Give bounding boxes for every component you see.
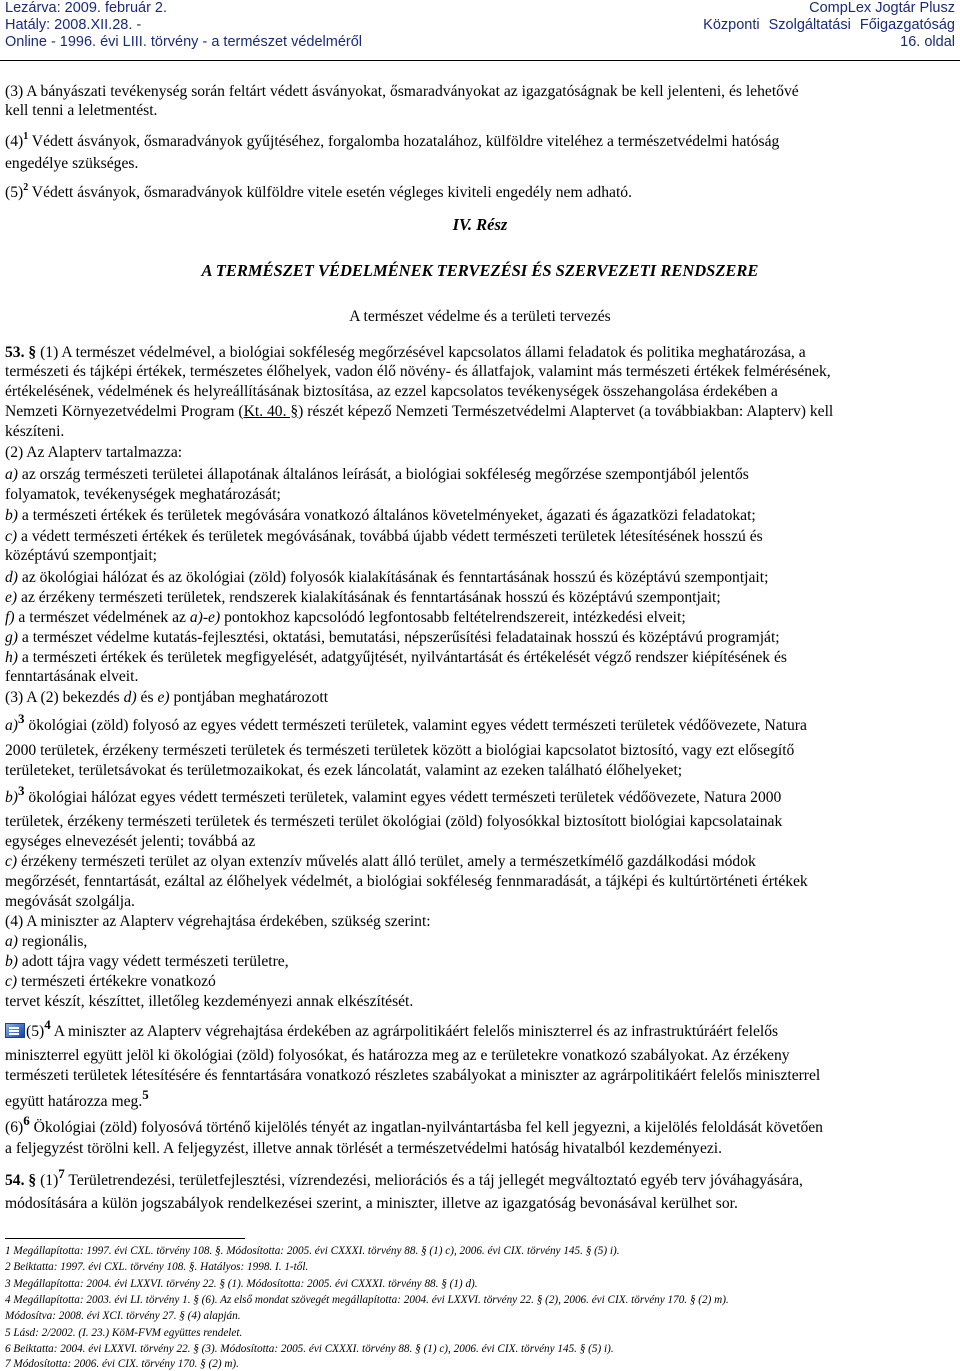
reference-link-kt-40[interactable]: Kt. 40. § xyxy=(243,403,299,420)
footnote-5: 5 Lásd: 2/2002. (I. 23.) KöM-FVM együttes rendelet. xyxy=(5,1327,243,1339)
footnote-3: 3 Megállapította: 2004. évi LXXVI. törvény 22. § (1). Módosította: 2005. évi CXXXI. törvény 88. § (1) d). xyxy=(5,1278,478,1290)
section-53-line-2: természeti és tájképi értékek, természetes élőhelyek, vadon élő növény- és állatfajok, valamint más természeti értékek felmérésének, xyxy=(5,363,831,380)
item-c3-line-2: megőrzését, fenntartását, ezáltal az élőhelyek védelmét, a biológiai sokféleség fennmaradását, a tájképi és kultúrtörténeti értékek xyxy=(5,873,808,890)
paragraph-5b-line-1: $(5)^4$ A miniszter az Alapterv végrehajtása érdekében az agrárpolitikáért felelős miniszterrel és az infrastruktúráért felelős xyxy=(5,1022,955,1041)
part-title: IV. Rész xyxy=(452,215,508,234)
paragraph-4-line-2: engedélye szükséges. xyxy=(5,155,139,172)
item-a-line-1: a) az ország természeti területei állapotának általános leírását, a biológiai sokféleség megőrzése szempontjából jelentős xyxy=(5,466,749,483)
paragraph-3-line-1: (3) A bányászati tevékenység során feltárt védett ásványokat, ősmaradványokat az igazgatóságnak be kell jelenteni, és lehetővé xyxy=(5,83,799,100)
footnote-1: 1 Megállapította: 1997. évi CXL. törvény 108. §. Módosította: 2005. évi CXXXI. törvény 88. § (1) c), 2006. évi CIX. törvény 145. § (5) i). xyxy=(5,1245,620,1257)
part-heading: A TERMÉSZET VÉDELMÉNEK TERVEZÉSI ÉS SZERVEZETI RENDSZERE xyxy=(201,261,759,280)
footnote-6: 6 Beiktatta: 2004. évi LXXVI. törvény 22. § (3). Módosította: 2005. évi CXXXI. törvény 88. § (1) c), 2006. évi CIX. törvény 145. § (5) i). xyxy=(5,1343,614,1355)
paragraph-3-line-2: kell tenni a leletmentést. xyxy=(5,102,158,119)
header-agency: Központi Szolgáltatási Főigazgatóság xyxy=(703,17,955,33)
item-a3-line-1: a)$^3$ ökológiai (zöld) folyosó az egyes védett természeti területek, valamint egyes védett természeti területek védőövezete, Natura xyxy=(5,711,807,734)
item-c-line-1: c) a védett természeti értékek és területek megóvásának, továbbá újabb védett természeti területek létesítésének hosszú és xyxy=(5,528,763,545)
footnote-4-continued: Módosítva: 2008. évi XCI. törvény 27. § (4) alapján. xyxy=(5,1310,241,1322)
header-divider xyxy=(0,60,960,61)
item-a3-line-3: területeket, területsávokat és területmozaikokat, és ezek láncolatát, valamint az ezeken található élőhelyeket; xyxy=(5,762,683,779)
item-b3-line-3: egységes elnevezését jelenti; továbbá az xyxy=(5,833,256,850)
footnote-ref-3b[interactable]: 3 xyxy=(18,783,25,798)
sub-heading: A természet védelme és a területi tervezés xyxy=(349,308,611,325)
header-validity: Hatály: 2008.XII.28. - xyxy=(5,17,142,33)
section-53-line-4: Nemzeti Környezetvédelmi Program (Kt. 40. §) részét képező Nemzeti Természetvédelmi Alaptervet (a továbbiakban: Alapterv) kell xyxy=(5,403,834,420)
item-b4: b) adott tájra vagy védett természeti területre, xyxy=(5,953,289,970)
paragraph-6-line-1: $(6)^6$ Ökológiai (zöld) folyosóvá történő kijelölés tényét az ingatlan-nyilvántartásba fel kell jegyezni, a kijelölés feloldását követően xyxy=(5,1113,823,1136)
item-b-line-1: b) a természeti értékek és területek megóvására vonatkozó általános követelményeket, ágazati és ágazatközi feladatokat; xyxy=(5,507,756,524)
section-53-4-intro: (4) A miniszter az Alapterv végrehajtása érdekében, szükség szerint: xyxy=(5,913,431,930)
paragraph-6-line-2: a feljegyzést törölni kell. A feljegyzést, illetve annak törlését a természetvédelmi hatóság hivatalból kezdeményezi. xyxy=(5,1140,723,1157)
footnote-ref-5[interactable]: 5 xyxy=(142,1087,149,1102)
item-a3-line-2: 2000 területek, érzékeny természeti területek és természeti területek között a biológiai kapcsolatot biztosító, vagy ezt elősegítő xyxy=(5,742,795,759)
footnote-7: 7 Módosította: 2006. évi CIX. törvény 170. § (2) m). xyxy=(5,1358,239,1370)
item-c3-line-1: c) érzékeny természeti terület az olyan extenzív művelés alatt álló terület, amely a természetkímélő gazdálkodási módok xyxy=(5,853,756,870)
section-53-4-end: tervet készít, készíttet, illetőleg kezdeményezi annak elkészítését. xyxy=(5,993,414,1010)
section-54-line-1: 54. § $(1)^7$ Területrendezési, területfejlesztési, vízrendezési, meliorációs és a táj jellegét megváltoztató egyéb terv jóváhagyására, xyxy=(5,1166,803,1189)
header-product-name: CompLex Jogtár Plusz xyxy=(809,0,955,16)
page-header xyxy=(0,0,960,56)
paragraph-5-line-1: $(5)^2$ Védett ásványok, ősmaradványok külföldre vitele esetén végleges kiviteli engedély nem adható. xyxy=(5,182,632,201)
footnote-2: 2 Beiktatta: 1997. évi CXL. törvény 108. §. Hatályos: 1998. I. 1-től. xyxy=(5,1261,309,1273)
footnote-ref-4[interactable]: 4 xyxy=(44,1017,51,1032)
paragraph-4-line-1: $(4)^1$ Védett ásványok, ősmaradványok gyűjtéséhez, forgalomba hozatalához, külföldre viteléhez a természetvédelmi hatóság xyxy=(5,131,780,150)
item-c-line-2: középtávú szempontjait; xyxy=(5,547,157,564)
paragraph-5b-line-4: együtt határozza meg.$^5$ xyxy=(5,1087,149,1110)
section-53-line-5: készíteni. xyxy=(5,423,65,440)
section-53-line-3: értékelésének, védelmének és helyreállításának biztosítása, az ezzel kapcsolatos tevékenységek összehangolása érdekében a xyxy=(5,383,778,400)
footnote-ref-7[interactable]: 7 xyxy=(58,1166,65,1181)
section-53-3-intro: (3) A (2) bekezdés d) és e) pontjában meghatározott xyxy=(5,689,329,706)
item-d-line-1: d) az ökológiai hálózat és az ökológiai (zöld) folyosók kialakításának és fenntartásának hosszú és középtávú szempontjait; xyxy=(5,569,769,586)
header-closed-date: Lezárva: 2009. február 2. xyxy=(5,0,168,16)
section-53-line-1: 53. § (1) A természet védelmével, a biológiai sokféleség megőrzésével kapcsolatos állami feladatok és politika meghatározása, a xyxy=(5,344,806,361)
document-link-icon[interactable] xyxy=(5,1023,25,1038)
footnote-4: 4 Megállapította: 2003. évi LI. törvény 1. § (6). Az első mondat szövegét megállapította: 2004. évi LXXVI. törvény 22. § (2), 2006. évi CIX. törvény 170. § (2) m). xyxy=(5,1294,729,1306)
item-c3-line-3: megóvását szolgálja. xyxy=(5,893,135,910)
item-g-line-1: g) a természet védelme kutatás-fejlesztési, oktatási, bemutatási, népszerűsítési feladatainak hosszú és középtávú programját; xyxy=(5,629,780,646)
header-page-number: 16. oldal xyxy=(900,34,955,50)
item-c4: c) természeti értékekre vonatkozó xyxy=(5,973,216,990)
footnote-ref-6[interactable]: 6 xyxy=(23,1113,30,1128)
item-h-line-2: fenntartásának elveit. xyxy=(5,668,139,685)
item-f-line-1: f) a természet védelmének az a)-e) pontokhoz kapcsolódó legfontosabb feltételrendszereit, intézkedési elveit; xyxy=(5,609,686,626)
paragraph-5b-line-2: miniszterrel együtt jelöl ki ökológiai (zöld) folyosókat, és határozza meg az e területekre vonatkozó szabályokat. Az érzékeny xyxy=(5,1047,790,1064)
header-law-title: Online - 1996. évi LIII. törvény - a természet védelméről xyxy=(5,34,363,50)
item-e-line-1: e) az érzékeny természeti területek, rendszerek kialakításának és fenntartásának hosszú és középtávú szempontjait; xyxy=(5,589,721,606)
item-a4: a) regionális, xyxy=(5,933,88,950)
footnote-divider xyxy=(5,1238,245,1239)
paragraph-5b-line-3: természeti területek létesítésére és fenntartására vonatkozó részletes szabályokat a miniszter az agrárpolitikáért felelős miniszterrel xyxy=(5,1067,821,1084)
item-a-line-2: folyamatok, tevékenységek meghatározását; xyxy=(5,486,281,503)
footnote-ref-1[interactable]: 1 xyxy=(23,131,29,142)
section-53-2-intro: (2) Az Alapterv tartalmazza: xyxy=(5,444,183,461)
footnote-ref-3[interactable]: 3 xyxy=(18,711,25,726)
footnote-ref-2[interactable]: 2 xyxy=(23,182,29,193)
item-b3-line-1: b)$^3$ ökológiai hálózat egyes védett természeti területek, valamint egyes védett természeti területek védőövezete, Natura 2000 xyxy=(5,783,782,806)
item-h-line-1: h) a természeti értékek és területek megfigyelését, adatgyűjtését, nyilvántartását és értékelését végző rendszer kiépítésének és xyxy=(5,649,787,666)
section-54-line-2: módosítására a külön jogszabályok rendelkezései szerint, a miniszter, illetve az igazgatóság bevonásával kerülhet sor. xyxy=(5,1195,738,1212)
item-b3-line-2: területek, érzékeny természeti területek és természeti terület ökológiai (zöld) folyosókkal biztosított biológiai kapcsolatainak xyxy=(5,813,783,830)
